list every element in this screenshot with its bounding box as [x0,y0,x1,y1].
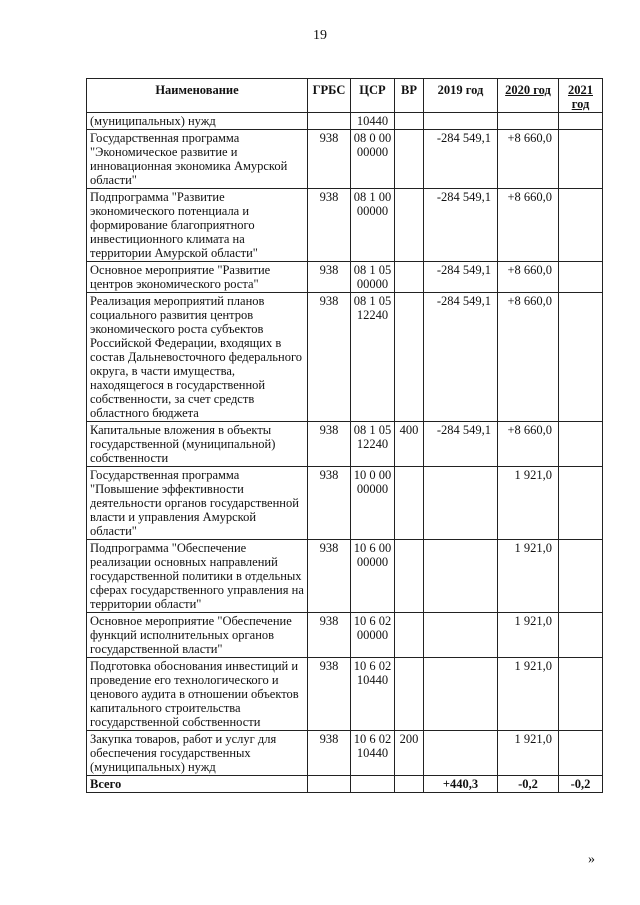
cell-2019 [424,540,498,613]
header-name: Наименование [87,79,308,113]
cell-2019 [424,613,498,658]
cell-vr: 400 [395,422,424,467]
header-vr: ВР [395,79,424,113]
total-row [87,776,603,793]
table-row [87,262,603,293]
table-row [87,540,603,613]
table-row [87,613,603,658]
cell-name: Капитальные вложения в объекты государственной (муниципальной) собственности [87,422,308,467]
cell-2019: -284 549,1 [424,262,498,293]
cell-2020: +8 660,0 [498,130,559,189]
cell-grbs: 938 [308,658,351,731]
cell-name: Подготовка обоснования инвестиций и проведение его технологического и ценового аудита в отношении объектов капитального строительства государственной собственности [87,658,308,731]
cell-2020: +8 660,0 [498,262,559,293]
cell-2020: 1 921,0 [498,658,559,731]
cell-grbs: 938 [308,422,351,467]
cell-2020: 1 921,0 [498,731,559,776]
table-row [87,130,603,189]
cell-name: (муниципальных) нужд [87,113,308,130]
table-row [87,113,603,130]
cell-2020: +8 660,0 [498,189,559,262]
cell-grbs [308,113,351,130]
cell-csr: 08 0 00 00000 [351,130,395,189]
budget-table-container [86,78,603,793]
cell-csr [351,776,395,793]
cell-2020: 1 921,0 [498,467,559,540]
cell-csr: 08 1 05 00000 [351,262,395,293]
table-row [87,467,603,540]
cell-2019: -284 549,1 [424,293,498,422]
cell-2021 [559,189,603,262]
cell-vr [395,467,424,540]
cell-vr [395,658,424,731]
cell-2020: 1 921,0 [498,613,559,658]
cell-2019 [424,113,498,130]
table-row [87,658,603,731]
cell-2019: -284 549,1 [424,189,498,262]
budget-table [86,78,603,793]
table-header-row [87,79,603,113]
cell-name: Реализация мероприятий планов социального развития центров экономического роста субъектов Российской Федерации, входящих в состав Дальневосточного федерального округа, в части имущества, находящегося в государственной собственности, за счет средств областного бюджета [87,293,308,422]
cell-2021 [559,113,603,130]
cell-2020: +8 660,0 [498,293,559,422]
table-row [87,189,603,262]
cell-name: Закупка товаров, работ и услуг для обеспечения государственных (муниципальных) нужд [87,731,308,776]
cell-grbs: 938 [308,262,351,293]
cell-vr [395,113,424,130]
cell-2021 [559,731,603,776]
table-row [87,422,603,467]
table-row [87,731,603,776]
cell-2021 [559,467,603,540]
cell-name: Государственная программа "Повышение эффективности деятельности органов государственной власти и управления Амурской области" [87,467,308,540]
cell-csr: 08 1 05 12240 [351,422,395,467]
cell-name: Основное мероприятие "Обеспечение функций исполнительных органов государственной власти" [87,613,308,658]
header-grbs: ГРБС [308,79,351,113]
cell-2019 [424,467,498,540]
total-2020: -0,2 [498,776,559,793]
cell-2021 [559,130,603,189]
cell-2021 [559,422,603,467]
total-2021: -0,2 [559,776,603,793]
cell-csr: 08 1 05 12240 [351,293,395,422]
cell-grbs: 938 [308,467,351,540]
cell-2020: +8 660,0 [498,422,559,467]
cell-name: Основное мероприятие "Развитие центров экономического роста" [87,262,308,293]
cell-2019 [424,658,498,731]
cell-vr [395,130,424,189]
cell-csr: 08 1 00 00000 [351,189,395,262]
cell-2019: -284 549,1 [424,422,498,467]
cell-2019: -284 549,1 [424,130,498,189]
cell-csr: 10 6 02 00000 [351,613,395,658]
cell-csr: 10 6 02 10440 [351,658,395,731]
cell-2020: 1 921,0 [498,540,559,613]
cell-csr: 10 0 00 00000 [351,467,395,540]
page-number: 19 [313,28,327,43]
cell-vr: 200 [395,731,424,776]
cell-2021 [559,262,603,293]
cell-vr [395,189,424,262]
cell-2019 [424,731,498,776]
cell-2020 [498,113,559,130]
cell-grbs: 938 [308,130,351,189]
cell-grbs: 938 [308,540,351,613]
cell-grbs: 938 [308,189,351,262]
cell-name: Государственная программа "Экономическое развитие и инновационная экономика Амурской области" [87,130,308,189]
cell-vr [395,540,424,613]
cell-2021 [559,658,603,731]
header-csr: ЦСР [351,79,395,113]
cell-vr [395,293,424,422]
header-2019: 2019 год [424,79,498,113]
cell-grbs [308,776,351,793]
cell-2021 [559,540,603,613]
cell-name: Подпрограмма "Обеспечение реализации основных направлений государственной политики в отдельных сферах государственного управления на территории области" [87,540,308,613]
table-row [87,293,603,422]
cell-vr [395,262,424,293]
header-2020: 2020 год [498,79,559,113]
cell-grbs: 938 [308,731,351,776]
cell-csr: 10440 [351,113,395,130]
cell-2021 [559,613,603,658]
total-label: Всего [87,776,308,793]
cell-name: Подпрограмма "Развитие экономического потенциала и формирование благоприятного инвестиционного климата на территории Амурской области" [87,189,308,262]
cell-2021 [559,293,603,422]
cell-grbs: 938 [308,613,351,658]
cell-vr [395,776,424,793]
cell-vr [395,613,424,658]
cell-grbs: 938 [308,293,351,422]
header-2021: 2021 год [559,79,603,113]
cell-csr: 10 6 00 00000 [351,540,395,613]
closing-quote: » [588,852,595,867]
table-body [87,113,603,793]
total-2019: +440,3 [424,776,498,793]
cell-csr: 10 6 02 10440 [351,731,395,776]
